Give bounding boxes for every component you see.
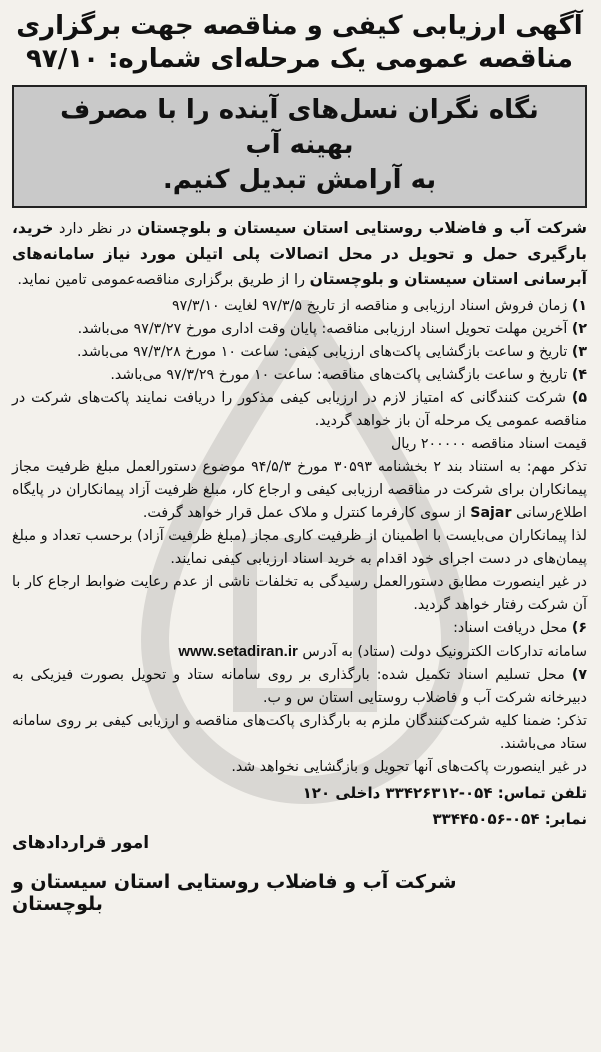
- setad-link[interactable]: www.setadiran.ir: [178, 642, 298, 660]
- slogan-line-2: به آرامش تبدیل کنیم.: [162, 165, 437, 196]
- list-item: ۳) تاریخ و ساعت بازگشایی پاکت‌های ارزیابی کیفی: ساعت ۱۰ مورخ ۹۷/۳/۲۸ می‌باشد.: [77, 343, 587, 360]
- list-item: ۴) تاریخ و ساعت بازگشایی پاکت‌های مناقصه: ساعت ۱۰ مورخ ۹۷/۳/۲۹ می‌باشد.: [110, 366, 587, 383]
- rejection-note: در غیر اینصورت پاکت‌های آنها تحویل و بازگشایی نخواهد شد.: [231, 759, 587, 776]
- setad-line: سامانه تدارکات الکترونیک دولت (ستاد) به آدرس www.setadiran.ir: [178, 642, 587, 660]
- fax-number: ۰۵۴-۳۳۴۴۵۰۵۶: [432, 810, 540, 829]
- intro-paragraph: [12, 216, 587, 292]
- list-item: ۲) آخرین مهلت تحویل اسناد ارزیابی مناقصه: پایان وقت اداری مورخ ۹۷/۳/۲۷ می‌باشد.: [77, 320, 587, 337]
- contracts-department: امور قراردادهای: [12, 833, 150, 854]
- sajar-label: Sajar: [470, 504, 512, 521]
- list-item: ۶) محل دریافت اسناد:: [453, 619, 587, 636]
- list-item: ۷) محل تسلیم اسناد تکمیل شده: بارگذاری بر روی سامانه ستاد و تحویل بصورت فیزیکی به دبیرخانه شرکت آب و فاضلاب روستایی استان س و ب.: [12, 667, 587, 707]
- signature-block: [12, 833, 587, 916]
- tender-subject: خرید، بارگیری حمل و تحویل در محل اتصالات پلی اتیلن مورد نیاز سامانه‌های آبرسانی استان سیستان و بلوچستان: [12, 219, 587, 289]
- company-name: شرکت آب و فاضلاب روستایی استان سیستان و بلوچستان: [137, 219, 587, 238]
- list-item: ۵) شرکت کنندگانی که امتیاز لازم در ارزیابی کیفی مذکور را دریافت نمایند پاکت‌های شرکت در مناقصه عمومی یک مرحله آن باز خواهد گردید.: [12, 389, 587, 429]
- tender-number: مناقصه عمومی یک مرحله‌ای شماره: ۹۷/۱۰: [25, 43, 573, 74]
- capacity-note: لذا پیمانکاران می‌بایست با اطمینان از ظرفیت کاری مجاز (مبلغ ظرفیت آزاد) برحسب تعداد و مبلغ پیمان‌های در دست اجرای خود اقدام به خرید اسناد ارزیابی کیفی نمایند.: [12, 527, 587, 567]
- slogan-box: [12, 85, 587, 208]
- document-price: قیمت اسناد مناقصه ۲۰۰۰۰۰ ریال: [390, 435, 587, 452]
- violation-note: در غیر اینصورت مطابق دستورالعمل رسیدگی به تخلفات ناشی از عدم رعایت ضوابط ارجاع کار با آن شرکت رفتار خواهد گردید.: [12, 573, 587, 613]
- fax-line: نمابر: ۰۵۴-۳۳۴۴۵۰۵۶: [432, 810, 587, 829]
- upload-note: تذکر: ضمنا کلیه شرکت‌کنندگان ملزم به بارگذاری پاکت‌های مناقصه و ارزیابی کیفی بر روی سامانه ستاد می‌باشند.: [12, 713, 587, 753]
- phone-line: تلفن تماس: ۰۵۴-۳۳۴۲۶۳۱۲ داخلی ۱۲۰: [302, 784, 587, 803]
- list-item: ۱) زمان فروش اسناد ارزیابی و مناقصه از تاریخ ۹۷/۳/۵ لغایت ۹۷/۳/۱۰: [171, 297, 587, 314]
- intro-text-1: در نظر دارد: [53, 221, 138, 238]
- important-note: تذکر مهم: به استناد بند ۲ بخشنامه ۳۰۵۹۳ مورخ ۹۴/۵/۳ موضوع دستورالعمل مبلغ ظرفیت مجاز پیمانکاران برای شرکت در مناقصه ارزیابی کیفی و ارجاع کار، مبلغ ظرفیت آزاد پیمانکاران در پایگاه اطلاع‌رسانی Sajar از سوی کارفرما کنترل و ملاک عمل قرار خواهد گرفت.: [12, 458, 588, 521]
- ad-title: آگهی ارزیابی کیفی و مناقصه جهت برگزاری: [16, 11, 583, 41]
- phone-number: ۰۵۴-۳۳۴۲۶۳۱۲ داخلی ۱۲۰: [302, 784, 493, 803]
- conditions-list: [12, 295, 587, 433]
- intro-text-2: را از طریق برگزاری مناقصه‌عمومی تامین نماید.: [17, 272, 310, 289]
- slogan-line-1: نگاه نگران نسل‌های آینده را با مصرف بهینه آب: [60, 95, 539, 161]
- organization-name: شرکت آب و فاضلاب روستایی استان سیستان و بلوچستان: [12, 871, 457, 916]
